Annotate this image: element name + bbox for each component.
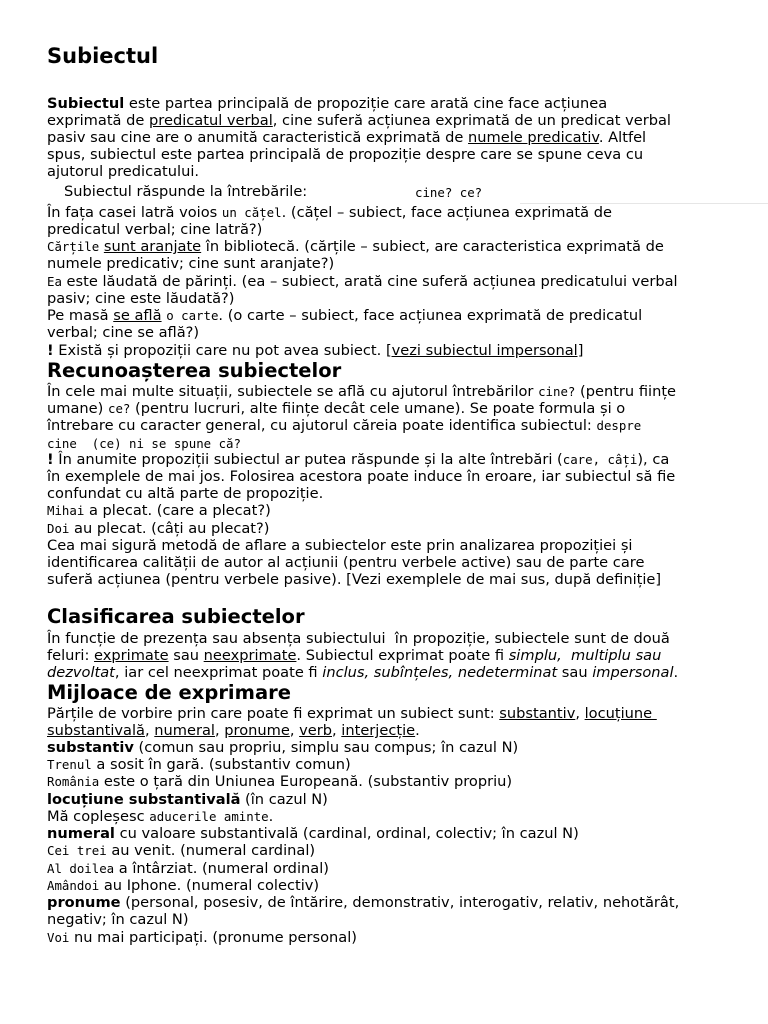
para-italic: simplu, multiplu sau — [508, 647, 662, 664]
intro-text: pasiv sau cine are o anumită caracteristică exprimată de — [47, 129, 469, 146]
recunoastere-line-1 — [47, 383, 676, 400]
clasificare-line-2 — [47, 647, 661, 664]
substantiv-example-2 — [47, 773, 512, 790]
para-text: , — [575, 705, 585, 722]
para-text: (pentru lucruri, alte ființe decât cele umane). Se poate formula și o — [130, 400, 626, 417]
clasificare-line-3 — [47, 664, 678, 681]
section-heading-recunoastere: Recunoașterea subiectelor — [47, 359, 342, 382]
se-afla-link[interactable]: se află — [113, 307, 162, 324]
page-title: Subiectul — [47, 44, 159, 68]
verb-link[interactable]: verb — [299, 722, 333, 739]
example-2-cont: numele predicativ; cine sunt aranjate?) — [47, 255, 335, 272]
numele-predicativ-link[interactable]: numele predicativ — [468, 129, 599, 146]
para-text: (în cazul N) — [240, 791, 328, 808]
para-mono: aducerile aminte — [149, 809, 269, 824]
substantiv-example-1 — [47, 756, 351, 773]
intro-line-5: ajutorul predicatului. — [47, 163, 200, 180]
para-italic: inclus, subînțeles, nedeterminat — [322, 664, 558, 681]
pronume-heading — [47, 894, 679, 911]
para-text: În cele mai multe situații, subiectele se află cu ajutorul întrebărilor — [47, 383, 539, 400]
para-mono: Cei trei — [47, 843, 107, 858]
intro-line-3 — [47, 129, 646, 146]
para-text: (personal, posesiv, de întărire, demonstrativ, interogativ, relativ, nehotărât, — [120, 894, 680, 911]
para-text: Mă copleșesc — [47, 808, 150, 825]
intro-text: este partea principală de propoziție care arată cine face acțiunea — [124, 95, 608, 112]
para-text: , iar cel neexprimat poate fi — [114, 664, 323, 681]
para-text: , — [332, 722, 342, 739]
para-mono: despre — [596, 418, 642, 433]
para-mono: care, câți — [562, 452, 638, 467]
para-text: . — [415, 722, 420, 739]
para-mono: România — [47, 774, 100, 789]
recunoastere-summary-3: suferă acțiunea (pentru verbele pasive). [Vezi exemplele de mai sus, după definiție] — [47, 571, 662, 588]
recunoastere-example-2 — [47, 520, 269, 537]
example-3-cont: pasiv; cine este lăudată?) — [47, 290, 235, 307]
para-italic: impersonal — [592, 664, 674, 681]
numeral-example-1 — [47, 842, 315, 859]
para-text: . — [673, 664, 679, 681]
locutiune-example-1 — [47, 808, 273, 825]
mijloace-line-2 — [47, 722, 420, 739]
recunoastere-line-4: cine (ce) ni se spune că? — [47, 436, 241, 451]
bold-term: substantiv — [47, 739, 134, 756]
intro-bold: Subiectul — [47, 95, 125, 112]
substantivala-link[interactable]: substantivală — [47, 722, 145, 739]
recunoastere-note-3: confundat cu altă parte de propoziție. — [47, 485, 324, 502]
bold-term: numeral — [47, 825, 115, 842]
example-text: în bibliotecă. (cărțile – subiect, are caracteristica exprimată de — [201, 238, 664, 255]
mijloace-line-1 — [47, 705, 657, 722]
substantiv-link[interactable]: substantiv — [499, 705, 576, 722]
bold-term: locuțiune substantivală — [47, 791, 241, 808]
predicatul-verbal-link[interactable]: predicatul verbal — [149, 112, 273, 129]
example-1 — [47, 204, 612, 221]
intro-text: . Altfel — [598, 129, 647, 146]
example-mono: Ea — [47, 274, 62, 289]
para-text: umane) — [47, 400, 108, 417]
sunt-aranjate-link[interactable]: sunt aranjate — [103, 238, 202, 255]
exclamation-icon: ! — [47, 451, 54, 468]
example-4-cont: verbal; cine se află?) — [47, 324, 200, 341]
example-mono: Cărțile — [47, 239, 100, 254]
example-text: este lăudată de părinți. (ea – subiect, arată cine suferă acțiunea predicatului verbal — [61, 273, 678, 290]
substantiv-heading — [47, 739, 518, 756]
section-heading-mijloace: Mijloace de exprimare — [47, 681, 291, 704]
questions-label: Subiectul răspunde la întrebările: — [64, 183, 308, 200]
exclamation-icon: ! — [47, 342, 54, 359]
example-mono: un cățel — [221, 205, 282, 220]
para-mono: Trenul — [47, 757, 92, 772]
para-mono: Doi — [47, 521, 70, 536]
para-mono: Mihai — [47, 503, 85, 518]
example-text: . (o carte – subiect, face acțiunea exprimată de predicatul — [218, 307, 643, 324]
example-text: Pe masă — [47, 307, 114, 324]
para-text: este o țară din Uniunea Europeană. (substantiv propriu) — [99, 773, 513, 790]
intro-line-4: spus, subiectul este partea principală de propoziție despre care se spune ceva cu — [47, 146, 644, 163]
para-text: cu valoare substantivală (cardinal, ordinal, colectiv; în cazul N) — [114, 825, 579, 842]
para-text: nu mai participați. (pronume personal) — [69, 929, 357, 946]
intro-line-2 — [47, 112, 671, 129]
recunoastere-note-1 — [47, 451, 669, 468]
recunoastere-example-1 — [47, 502, 271, 519]
interjectie-link[interactable]: interjecție — [341, 722, 416, 739]
para-text: sau — [168, 647, 204, 664]
numeral-example-2 — [47, 860, 329, 877]
para-text: În anumite propoziții subiectul ar putea răspunde și la alte întrebări ( — [53, 451, 563, 468]
para-text: Părțile de vorbire prin care poate fi exprimat un subiect sunt: — [47, 705, 500, 722]
para-text: întrebare cu caracter general, cu ajutorul căreia poate identifica subiectul: — [47, 417, 597, 434]
para-text: a plecat. (care a plecat?) — [84, 502, 271, 519]
para-text: . Subiectul exprimat poate fi — [296, 647, 509, 664]
example-mono: o carte — [166, 308, 219, 323]
example-4 — [47, 307, 642, 324]
para-text: a sosit în gară. (substantiv comun) — [91, 756, 351, 773]
para-text: au Iphone. (numeral colectiv) — [99, 877, 320, 894]
numeral-link[interactable]: numeral — [154, 722, 215, 739]
recunoastere-line-3 — [47, 417, 641, 434]
example-text: . (cățel – subiect, face acțiunea exprimată de — [281, 204, 612, 221]
locutiune-heading — [47, 791, 328, 808]
para-mono: cine? — [538, 384, 576, 399]
para-text: (comun sau propriu, simplu sau compus; în cazul N) — [133, 739, 519, 756]
section-heading-clasificare: Clasificarea subiectelor — [47, 605, 305, 628]
recunoastere-line-2 — [47, 400, 625, 417]
clasificare-line-1: În funcție de prezența sau absența subiectului în propoziție, subiectele sunt de două — [47, 630, 670, 647]
para-text: sau — [557, 664, 593, 681]
example-3 — [47, 273, 678, 290]
pronume-heading-cont: negativ; în cazul N) — [47, 911, 189, 928]
example-2 — [47, 238, 664, 255]
para-italic: dezvoltat — [47, 664, 115, 681]
para-text: . — [268, 808, 274, 825]
pronume-example-1 — [47, 929, 357, 946]
para-text: ), ca — [637, 451, 670, 468]
pronume-link[interactable]: pronume — [224, 722, 290, 739]
para-mono: Voi — [47, 930, 70, 945]
para-text: (pentru ființe — [575, 383, 677, 400]
para-text: au venit. (numeral cardinal) — [106, 842, 316, 859]
para-mono: ce? — [107, 401, 131, 416]
para-text: au plecat. (câți au plecat?) — [69, 520, 270, 537]
para-text: , — [214, 722, 225, 739]
para-text: , — [289, 722, 300, 739]
questions-mono: cine? ce? — [415, 185, 483, 200]
numeral-heading — [47, 825, 579, 842]
numeral-example-3 — [47, 877, 319, 894]
para-text: feluri: — [47, 647, 95, 664]
example-text: În fața casei latră voios — [47, 204, 222, 221]
locutiune-link[interactable]: locuțiune — [584, 705, 657, 722]
intro-text: exprimată de — [47, 112, 150, 129]
recunoastere-summary-1: Cea mai sigură metodă de aflare a subiectelor este prin analizarea propoziției și — [47, 537, 633, 554]
recunoastere-summary-2: identificarea calității de autor al acțiunii (pentru verbele active) sau de parte care — [47, 554, 645, 571]
bold-term: pronume — [47, 894, 121, 911]
subiect-impersonal-link[interactable]: [vezi subiectul impersonal] — [385, 342, 584, 359]
para-mono: Amândoi — [47, 878, 100, 893]
intro-text: , cine suferă acțiunea exprimată de un predicat verbal — [272, 112, 671, 129]
para-text: a întârziat. (numeral ordinal) — [114, 860, 329, 877]
note-no-subject — [47, 342, 583, 359]
para-text: , — [145, 722, 155, 739]
note-text: Există și propoziții care nu pot avea subiect. — [53, 342, 386, 359]
recunoastere-note-2: în exemplele de mai jos. Folosirea acestora poate induce în eroare, iar subiectul să fie — [47, 468, 676, 485]
exprimate-link[interactable]: exprimate — [94, 647, 169, 664]
para-mono: Al doilea — [47, 861, 115, 876]
neexprimate-link[interactable]: neexprimate — [203, 647, 297, 664]
example-1-cont: predicatul verbal; cine latră?) — [47, 221, 263, 238]
intro-line-1 — [47, 95, 607, 112]
